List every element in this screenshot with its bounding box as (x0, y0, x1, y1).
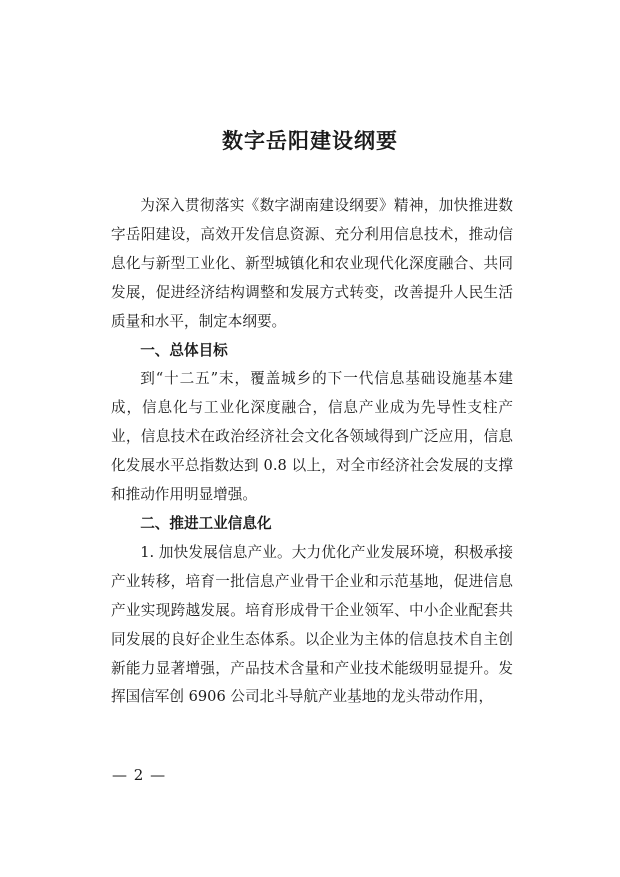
section-heading-overall-goals: 一、总体目标 (140, 341, 228, 359)
industrial-informatization-paragraph: 1. 加快发展信息产业。大力优化产业发展环境，积极承接产业转移，培育一批信息产业骨干企业和示范基地，促进信息产业实现跨越发展。培育形成骨干企业领军、中小企业配套共同发展的良好企业生态体系。以企业为主体的信息技术自主创新能力显著增强，产品技术含量和产业技术能级明显提升。发挥国信军创 6906 公司北斗导航产业基地的龙头带动作用， (111, 543, 513, 706)
document-body (111, 192, 513, 712)
intro-paragraph: 为深入贯彻落实《数字湖南建设纲要》精神，加快推进数字岳阳建设，高效开发信息资源、充分利用信息技术，推动信息化与新型工业化、新型城镇化和农业现代化深度融合、共同发展，促进经济结构调整和发展方式转变，改善提升人民生活质量和水平，制定本纲要。 (111, 197, 513, 330)
page-number: — 2 — (112, 766, 167, 784)
document-title: 数字岳阳建设纲要 (222, 128, 398, 153)
section-heading-industrial-informatization: 二、推进工业信息化 (140, 514, 272, 532)
overall-goals-paragraph: 到“十二五”末，覆盖城乡的下一代信息基础设施基本建成，信息化与工业化深度融合，信息产业成为先导性支柱产业，信息技术在政治经济社会文化各领域得到广泛应用，信息化发展水平总指数达到 0.8 以上，对全市经济社会发展的支撑和推动作用明显增强。 (111, 370, 513, 504)
